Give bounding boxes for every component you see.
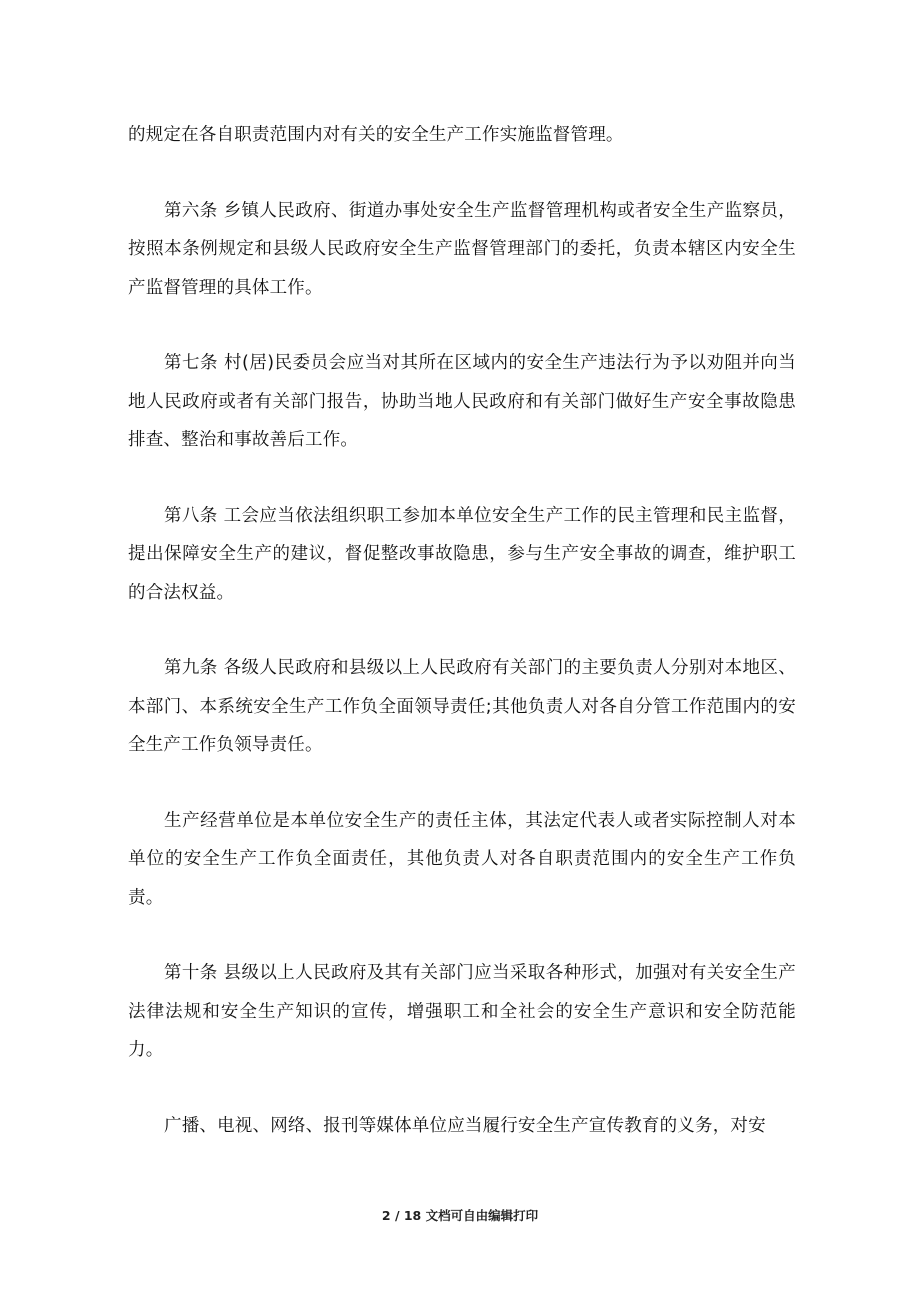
paragraph-article-8: 第八条 工会应当依法组织职工参加本单位安全生产工作的民主管理和民主监督，提出保障安全生产的建议，督促整改事故隐患，参与生产安全事故的调查，维护职工的合法权益。 [128,505,796,603]
paragraph-continuation: 的规定在各自职责范围内对有关的安全生产工作实施监督管理。 [128,125,624,145]
paragraph-article-9: 第九条 各级人民政府和县级以上人民政府有关部门的主要负责人分别对本地区、本部门、本系统安全生产工作负全面领导责任;其他负责人对各自分管工作范围内的安全生产工作负领导责任。 [128,658,796,755]
paragraph-article-7: 第七条 村(居)民委员会应当对其所在区域内的安全生产违法行为予以劝阻并向当地人民政府或者有关部门报告，协助当地人民政府和有关部门做好生产安全事故隐患排查、整治和事故善后工作。 [128,353,796,450]
page-footer: 2 / 18 文档可自由编辑打印 [381,1208,539,1223]
document-body [128,116,796,1145]
paragraph-article-10: 第十条 县级以上人民政府及其有关部门应当采取各种形式，加强对有关安全生产法律法规和安全生产知识的宣传，增强职工和全社会的安全生产意识和安全防范能力。 [128,963,796,1060]
paragraph-article-10-second: 广播、电视、网络、报刊等媒体单位应当履行安全生产宣传教育的义务，对安 [164,1115,766,1136]
paragraph-article-6: 第六条 乡镇人民政府、街道办事处安全生产监督管理机构或者安全生产监察员，按照本条例规定和县级人民政府安全生产监督管理部门的委托，负责本辖区内安全生产监督管理的具体工作。 [128,200,796,298]
paragraph-article-9-second: 生产经营单位是本单位安全生产的责任主体，其法定代表人或者实际控制人对本单位的安全生产工作负全面责任，其他负责人对各自职责范围内的安全生产工作负责。 [128,810,796,908]
